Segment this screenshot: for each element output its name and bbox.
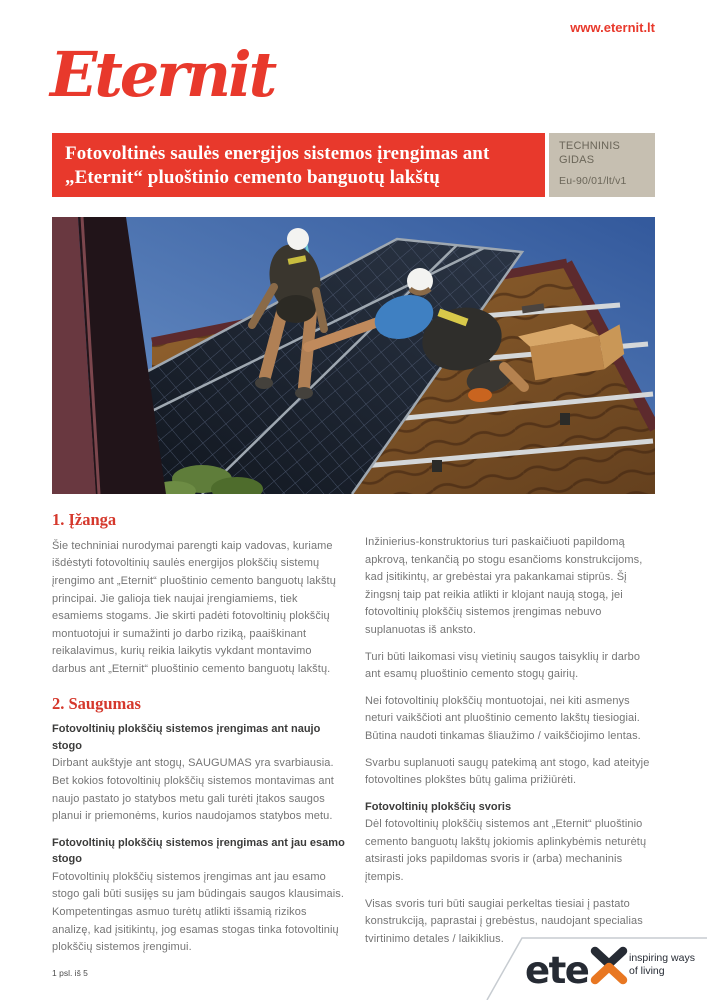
paragraph-engineer: Inžinierius-konstruktorius turi paskaičiuoti papildomą apkrovą, tenkančią po stogu esančioms konstrukcijoms, kad įsitikintų, ar grebėstai yra pakankamai stiprūs. Šį žingsnį taip pat reikia atlikti ir klojant naują stogą, jei fotovoltinių plokščių sistemos įrengimas nebuvo suplanuotas iš anksto. (365, 536, 643, 636)
page-title-line2: „Eternit“ pluoštinio cemento banguotų lakštų (65, 167, 440, 189)
title-banner (52, 133, 545, 197)
intro-paragraph: Šie techniniai nurodymai parengti kaip vadovas, kuriame išdėstyti fotovoltinių saulės energijos plokščių sistemų įrengimo ant „Eternit“ pluoštinio cemento banguotų lakštų principai. Jie galioja tiek naujai įrengiamiems, tiek esamiems stogams. Jie skirti padėti fotovoltinių plokščių montuotojui ir sumažinti jo darbo riziką, paaiškinant reikalavimus, kurių reikia laikytis vykdant montavimo darbus ant „Eternit“ pluoštinio cemento banguotų lakštų. (52, 539, 336, 675)
paragraph-rules: Turi būti laikomasi visų vietinių saugos taisyklių ir darbo ant esamų pluoštinio cemento stogų gairių. (365, 650, 641, 681)
doc-code: Eu-90/01/lt/v1 (559, 174, 627, 187)
site-url-link[interactable]: www.eternit.lt (570, 20, 655, 35)
etex-tagline-line2: of living (629, 965, 665, 977)
etex-tagline-line1: inspiring ways (629, 952, 695, 964)
etex-wordmark: ete (525, 949, 589, 992)
subhead-existing-roof: Fotovoltinių plokščių sistemos įrengimas ant jau esamo stogo (52, 836, 345, 866)
subhead-panel-weight: Fotovoltinių plokščių svoris (365, 800, 512, 813)
doc-type-line2: GIDAS (559, 153, 595, 166)
doc-type-line1: TECHNINIS (559, 140, 621, 152)
eternit-logo: Eternit (50, 38, 275, 111)
paragraph-walking: Nei fotovoltinių plokščių montuotojai, nei kiti asmenys neturi vaikščioti ant pluoštinio cemento lakštų tiesiogiai. Būtina naudoti tinkamas šliaužimo / vaikščiojimo lentas. (365, 694, 641, 742)
paragraph-new-roof: Dirbant aukštyje ant stogų, SAUGUMAS yra svarbiausia. Bet kokios fotovoltinių plokščių sistemos montavimas ant naujo pastato jo statybos metu gali turėti įtakos saugos planui ir priemonėms, kurios naudojamos statybos metu. (52, 757, 334, 823)
paragraph-access: Svarbu suplanuoti saugų patekimą ant stogo, kad ateityje fotovoltines plokštes būtų galima prižiūrėti. (365, 756, 650, 787)
paragraph-weight-2: Visas svoris turi būti saugiai perkeltas tiesiai į pastato konstrukciją, paprastai į grebėstus, naudojant specialias tvirtinimo detales / laikiklius. (365, 897, 643, 945)
section-heading-saugumas: 2. Saugumas (52, 693, 141, 713)
roof-installation-photo (52, 217, 655, 494)
subhead-new-roof: Fotovoltinių plokščių sistemos įrengimas ant naujo stogo (52, 723, 321, 752)
paragraph-weight-1: Dėl fotovoltinių plokščių sistemos ant „Eternit“ pluoštinio cemento banguotų lakštų jokiomis aplinkybėmis neturėtų atsirasti joks papildomas svoris ir (arba) mechaninis įtempis. (365, 818, 647, 883)
doc-type-box (549, 133, 655, 197)
right-column (365, 510, 655, 957)
section-heading-izanga: 1. Įžanga (52, 510, 117, 529)
left-column (52, 510, 346, 966)
etex-logo-banner (467, 930, 707, 1000)
page-number: 1 psl. iš 5 (52, 968, 88, 978)
paragraph-existing-roof: Fotovoltinių plokščių sistemos įrengimas ant jau esamo stogo gali būti susijęs su jam būdingais saugos klausimais. Kompetentingas asmuo turėtų atlikti išsamią rizikos analizę, kad įsitikintų, jog esamas stogas tinka fotovoltinių plokščių sistemos įrengimui. (52, 870, 345, 954)
page-title-line1: Fotovoltinės saulės energijos sistemos įrengimas ant (65, 143, 490, 164)
